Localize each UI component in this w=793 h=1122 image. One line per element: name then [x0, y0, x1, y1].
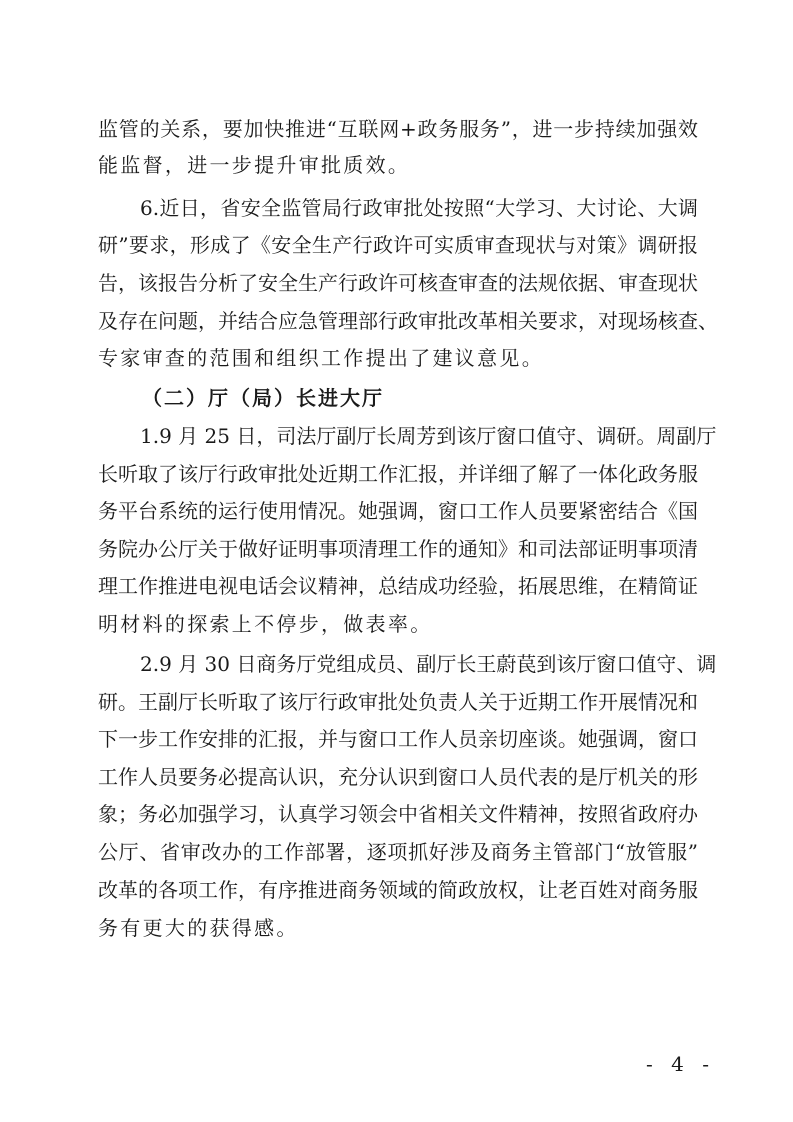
text-line: 改革的各项工作，有序推进商务领域的简政放权，让老百姓对商务服: [98, 878, 698, 902]
text-line: 理工作推进电视电话会议精神，总结成功经验，拓展思维，在精简证: [98, 574, 698, 598]
text-line: 工作人员要务必提高认识，充分认识到窗口人员代表的是厅机关的形: [98, 765, 698, 789]
section-heading: （二）厅（局）长进大厅: [142, 386, 384, 410]
text-line: 象；务必加强学习，认真学习领会中省相关文件精神，按照省政府办: [98, 802, 698, 826]
text-line: 务有更大的获得感。: [98, 916, 299, 940]
text-line: 研”要求，形成了《安全生产行政许可实质审查现状与对策》调研报: [98, 233, 698, 257]
text-line: 公厅、省审改办的工作部署，逐项抓好涉及商务主管部门“放管服”: [98, 840, 698, 864]
text-line: 1.9 月 25 日，司法厅副厅长周芳到该厅窗口值守、调研。周副厅: [140, 424, 717, 448]
text-line: 2.9 月 30 日商务厅党组成员、副厅长王蔚苠到该厅窗口值守、调: [140, 652, 717, 676]
text-line: 能监督，进一步提升审批质效。: [98, 153, 411, 177]
text-line: 务院办公厅关于做好证明事项清理工作的通知》和司法部证明事项清: [98, 537, 698, 561]
text-line: 告，该报告分析了安全生产行政许可核查审查的法规依据、审查现状: [98, 271, 698, 295]
text-line: 长听取了该厅行政审批处近期工作汇报，并详细了解了一体化政务服: [98, 462, 698, 486]
text-line: 研。王副厅长听取了该厅行政审批处负责人关于近期工作开展情况和: [98, 690, 698, 714]
text-line: 务平台系统的运行使用情况。她强调，窗口工作人员要紧密结合《国: [98, 499, 698, 523]
page-number: - 4 -: [646, 1052, 715, 1076]
text-line: 下一步工作安排的汇报，并与窗口工作人员亲切座谈。她强调，窗口: [98, 727, 698, 751]
text-line: 明材料的探索上不停步，做表率。: [98, 612, 433, 636]
text-line: 监管的关系，要加快推进“互联网+政务服务”，进一步持续加强效: [98, 117, 698, 141]
text-line: 及存在问题，并结合应急管理部行政审批改革相关要求，对现场核查、: [98, 309, 718, 333]
text-line: 6.近日，省安全监管局行政审批处按照“大学习、大讨论、大调: [140, 196, 698, 220]
text-line: 专家审查的范围和组织工作提出了建议意见。: [98, 346, 544, 370]
